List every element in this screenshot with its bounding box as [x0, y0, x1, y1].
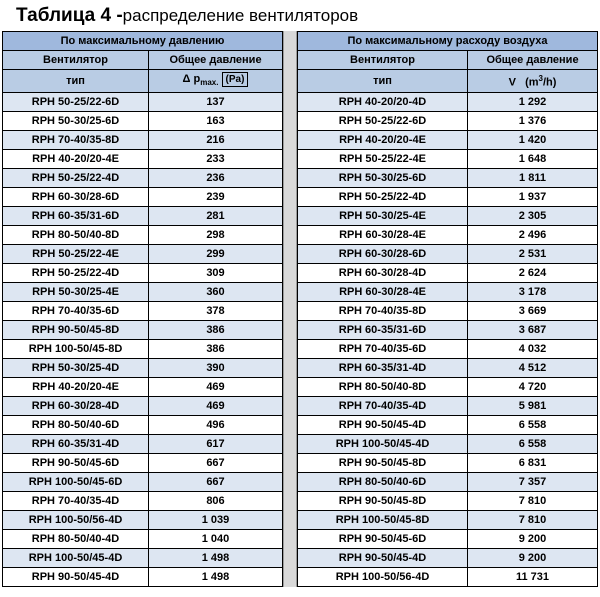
left-unit-sub: max.: [200, 78, 219, 88]
table-row: [3, 511, 283, 530]
table-row-group-header: [3, 32, 283, 51]
right-cell-value: 4 720: [468, 377, 598, 396]
left-cell-value: 386: [149, 340, 283, 359]
table-row: [3, 435, 283, 454]
left-cell-value: 299: [149, 245, 283, 264]
right-cell-fan-type: RPH 80-50/40-8D: [298, 377, 468, 396]
right-cell-fan-type: RPH 90-50/45-4D: [298, 548, 468, 567]
table-row: [3, 568, 283, 587]
table-row: [298, 301, 598, 320]
left-cell-value: 667: [149, 454, 283, 473]
table-row: [298, 434, 598, 453]
right-cell-fan-type: RPH 80-50/40-6D: [298, 472, 468, 491]
table-row: [3, 397, 283, 416]
right-cell-fan-type: RPH 60-30/28-4E: [298, 225, 468, 244]
table-row: [298, 263, 598, 282]
left-cell-fan-type: RPH 50-25/22-4D: [3, 264, 149, 283]
left-cell-fan-type: RPH 60-35/31-4D: [3, 435, 149, 454]
left-cell-fan-type: RPH 100-50/45-8D: [3, 340, 149, 359]
right-cell-value: 1 292: [468, 92, 598, 111]
left-cell-value: 617: [149, 435, 283, 454]
left-cell-fan-type: RPH 100-50/45-4D: [3, 549, 149, 568]
left-cell-value: 667: [149, 473, 283, 492]
table-row: [298, 187, 598, 206]
left-group-header: По максимальному давлению: [3, 32, 283, 51]
right-cell-fan-type: RPH 50-30/25-6D: [298, 168, 468, 187]
right-cell-value: 1 937: [468, 187, 598, 206]
table-row: [3, 188, 283, 207]
table-row-unit-header: [298, 70, 598, 93]
left-cell-fan-type: RPH 50-25/22-6D: [3, 93, 149, 112]
left-cell-fan-type: RPH 50-30/25-4E: [3, 283, 149, 302]
left-cell-fan-type: RPH 70-40/35-4D: [3, 492, 149, 511]
table-row-column-header: [298, 51, 598, 70]
table-row: [298, 510, 598, 529]
left-cell-fan-type: RPH 80-50/40-6D: [3, 416, 149, 435]
right-cell-fan-type: RPH 90-50/45-6D: [298, 529, 468, 548]
table-row: [3, 131, 283, 150]
left-col-header-fan: Вентилятор: [3, 51, 149, 70]
left-cell-value: 390: [149, 359, 283, 378]
right-cell-value: 7 810: [468, 491, 598, 510]
left-cell-fan-type: RPH 70-40/35-6D: [3, 302, 149, 321]
left-col-unit-pressure: [149, 70, 283, 93]
right-cell-value: 2 531: [468, 244, 598, 263]
tables-container: [0, 31, 600, 587]
table-row: [298, 225, 598, 244]
table-row: [298, 529, 598, 548]
table-row-column-header: [3, 51, 283, 70]
table-row: [3, 492, 283, 511]
right-col-header-fan: Вентилятор: [298, 51, 468, 70]
table-row: [298, 130, 598, 149]
left-cell-value: 1 039: [149, 511, 283, 530]
table-row: [298, 111, 598, 130]
left-col-unit-type: тип: [3, 70, 149, 93]
left-cell-value: 281: [149, 207, 283, 226]
left-cell-fan-type: RPH 90-50/45-6D: [3, 454, 149, 473]
left-cell-fan-type: RPH 50-25/22-4D: [3, 169, 149, 188]
right-cell-fan-type: RPH 50-25/22-6D: [298, 111, 468, 130]
left-cell-fan-type: RPH 60-30/28-6D: [3, 188, 149, 207]
left-unit-pa: (Pa): [222, 72, 249, 87]
left-cell-fan-type: RPH 50-30/25-4D: [3, 359, 149, 378]
right-cell-value: 6 831: [468, 453, 598, 472]
left-cell-value: 163: [149, 112, 283, 131]
right-cell-fan-type: RPH 60-35/31-4D: [298, 358, 468, 377]
left-cell-value: 137: [149, 93, 283, 112]
right-col-unit-flow: V $(m^3/h)$: [468, 70, 598, 93]
right-cell-value: 3 178: [468, 282, 598, 301]
table-row: [3, 283, 283, 302]
left-cell-fan-type: RPH 60-30/28-4D: [3, 397, 149, 416]
left-cell-value: 298: [149, 226, 283, 245]
left-cell-value: 496: [149, 416, 283, 435]
right-cell-value: 6 558: [468, 415, 598, 434]
left-cell-value: 233: [149, 150, 283, 169]
left-cell-fan-type: RPH 50-25/22-4E: [3, 245, 149, 264]
table-row: [3, 340, 283, 359]
left-cell-fan-type: RPH 70-40/35-8D: [3, 131, 149, 150]
left-cell-fan-type: RPH 80-50/40-4D: [3, 530, 149, 549]
right-col-header-pressure: Общее давление: [468, 51, 598, 70]
table-row: [298, 92, 598, 111]
right-cell-fan-type: RPH 70-40/35-4D: [298, 396, 468, 415]
right-cell-fan-type: RPH 70-40/35-6D: [298, 339, 468, 358]
table-row: [3, 530, 283, 549]
page-title: [0, 0, 600, 31]
right-cell-fan-type: RPH 90-50/45-8D: [298, 453, 468, 472]
table-row: [298, 491, 598, 510]
left-cell-fan-type: RPH 80-50/40-8D: [3, 226, 149, 245]
left-table-body: [3, 93, 283, 587]
left-cell-value: 1 498: [149, 549, 283, 568]
table-row: [298, 168, 598, 187]
table-row: [298, 453, 598, 472]
right-cell-value: 9 200: [468, 548, 598, 567]
table-row: [298, 415, 598, 434]
table-row: [298, 244, 598, 263]
right-cell-value: 1 420: [468, 130, 598, 149]
left-cell-value: 469: [149, 378, 283, 397]
right-cell-fan-type: RPH 90-50/45-4D: [298, 415, 468, 434]
right-cell-value: 3 669: [468, 301, 598, 320]
left-cell-fan-type: RPH 90-50/45-8D: [3, 321, 149, 340]
table-row: [298, 548, 598, 567]
right-cell-value: 11 731: [468, 567, 598, 586]
left-cell-fan-type: RPH 40-20/20-4E: [3, 150, 149, 169]
table-row: [3, 93, 283, 112]
right-col-unit-type: тип: [298, 70, 468, 93]
left-cell-value: 236: [149, 169, 283, 188]
table-row: [298, 282, 598, 301]
table-row: [298, 358, 598, 377]
right-cell-value: 7 357: [468, 472, 598, 491]
left-cell-fan-type: RPH 40-20/20-4E: [3, 378, 149, 397]
table-row: [3, 416, 283, 435]
table-row: [298, 339, 598, 358]
table-separator: [283, 31, 297, 587]
right-cell-value: 2 496: [468, 225, 598, 244]
left-cell-value: 360: [149, 283, 283, 302]
right-cell-value: 7 810: [468, 510, 598, 529]
table-row: [298, 567, 598, 586]
right-cell-fan-type: RPH 100-50/56-4D: [298, 567, 468, 586]
right-cell-value: 1 811: [468, 168, 598, 187]
table-row: [298, 396, 598, 415]
right-cell-value: 2 305: [468, 206, 598, 225]
table-row: [3, 359, 283, 378]
right-cell-fan-type: RPH 60-35/31-6D: [298, 320, 468, 339]
left-cell-value: 1 498: [149, 568, 283, 587]
table-row: [3, 112, 283, 131]
page-title-strong: Таблица 4 -: [16, 5, 123, 26]
right-cell-value: 1 648: [468, 149, 598, 168]
right-cell-value: 4 512: [468, 358, 598, 377]
left-cell-fan-type: RPH 100-50/56-4D: [3, 511, 149, 530]
table-row: [3, 245, 283, 264]
right-cell-value: 6 558: [468, 434, 598, 453]
table-row-unit-header: [3, 70, 283, 93]
table-row: [298, 206, 598, 225]
right-cell-value: 1 376: [468, 111, 598, 130]
table-row: [298, 472, 598, 491]
left-cell-value: 239: [149, 188, 283, 207]
table-row: [3, 264, 283, 283]
right-cell-fan-type: RPH 100-50/45-4D: [298, 434, 468, 453]
left-cell-fan-type: RPH 90-50/45-4D: [3, 568, 149, 587]
left-cell-value: 378: [149, 302, 283, 321]
right-group-header: По максимальному расходу воздуха: [298, 32, 598, 51]
table-row: [3, 169, 283, 188]
right-cell-fan-type: RPH 60-30/28-6D: [298, 244, 468, 263]
left-cell-value: 216: [149, 131, 283, 150]
table-row: [3, 226, 283, 245]
right-cell-value: 2 624: [468, 263, 598, 282]
table-row: [3, 207, 283, 226]
table-row: [3, 549, 283, 568]
right-cell-value: 4 032: [468, 339, 598, 358]
table-row-group-header: [298, 32, 598, 51]
right-cell-fan-type: RPH 50-25/22-4E: [298, 149, 468, 168]
right-cell-fan-type: RPH 90-50/45-8D: [298, 491, 468, 510]
right-cell-fan-type: RPH 70-40/35-8D: [298, 301, 468, 320]
right-cell-fan-type: RPH 50-25/22-4D: [298, 187, 468, 206]
right-cell-fan-type: RPH 100-50/45-8D: [298, 510, 468, 529]
right-cell-fan-type: RPH 50-30/25-4E: [298, 206, 468, 225]
table-row: [3, 302, 283, 321]
left-cell-fan-type: RPH 100-50/45-6D: [3, 473, 149, 492]
left-cell-fan-type: RPH 50-30/25-6D: [3, 112, 149, 131]
table-max-pressure: [2, 31, 283, 587]
left-cell-value: 386: [149, 321, 283, 340]
right-cell-value: 5 981: [468, 396, 598, 415]
table-row: [3, 454, 283, 473]
left-cell-value: 469: [149, 397, 283, 416]
left-cell-fan-type: RPH 60-35/31-6D: [3, 207, 149, 226]
right-cell-fan-type: RPH 60-30/28-4D: [298, 263, 468, 282]
left-unit-delta: Δ p: [182, 73, 201, 85]
left-cell-value: 309: [149, 264, 283, 283]
left-cell-value: 1 040: [149, 530, 283, 549]
right-cell-fan-type: RPH 40-20/20-4E: [298, 130, 468, 149]
table-row: [298, 149, 598, 168]
table-row: [298, 377, 598, 396]
table-max-airflow: [297, 31, 598, 587]
table-row: [298, 320, 598, 339]
right-table-body: [298, 92, 598, 586]
right-cell-value: 3 687: [468, 320, 598, 339]
right-cell-fan-type: RPH 40-20/20-4D: [298, 92, 468, 111]
left-cell-value: 806: [149, 492, 283, 511]
right-cell-value: 9 200: [468, 529, 598, 548]
table-row: [3, 473, 283, 492]
table-row: [3, 321, 283, 340]
page-title-rest: распределение вентиляторов: [122, 6, 359, 25]
right-cell-fan-type: RPH 60-30/28-4E: [298, 282, 468, 301]
left-col-header-pressure: Общее давление: [149, 51, 283, 70]
table-row: [3, 150, 283, 169]
right-unit-exponent: 3: [538, 74, 543, 83]
table-row: [3, 378, 283, 397]
